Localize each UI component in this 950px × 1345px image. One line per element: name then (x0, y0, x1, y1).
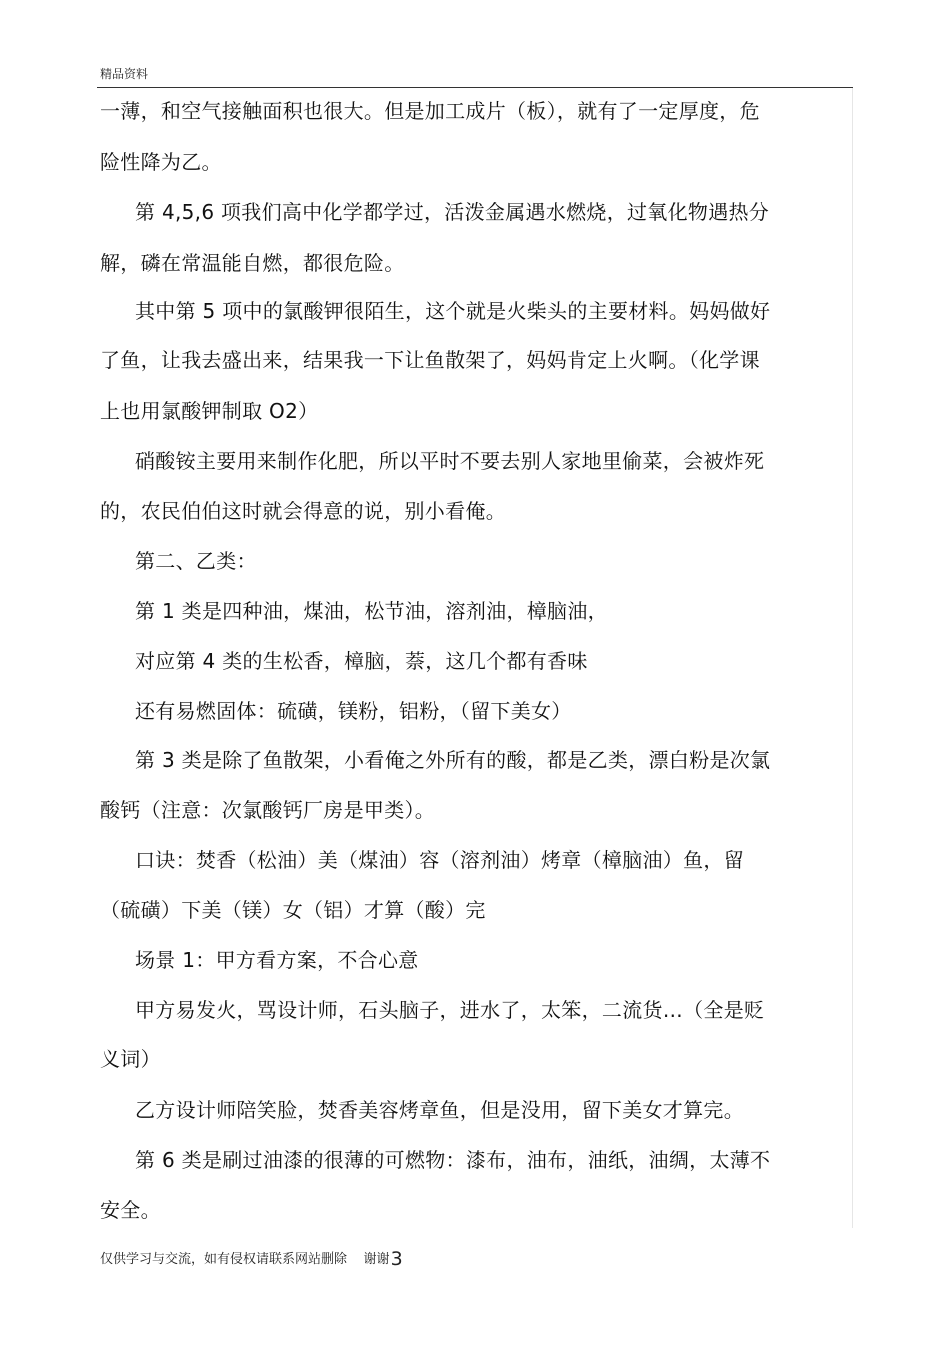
text-line: 第 3 类是除了鱼散架，小看俺之外所有的酸，都是乙类，漂白粉是次氯 (135, 748, 771, 772)
text-line: 解，磷在常温能自燃，都很危险。 (100, 251, 405, 275)
footer (100, 1250, 403, 1269)
text-line: 第 6 类是刷过油漆的很薄的可燃物：漆布，油布，油纸，油绸，太薄不 (135, 1148, 771, 1172)
text-line: 义词） (100, 1047, 161, 1071)
text-line: 安全。 (100, 1198, 161, 1222)
text-line: 硝酸铵主要用来制作化肥，所以平时不要去别人家地里偷菜，会被炸死 (135, 449, 765, 473)
header-label: 精品资料 (100, 67, 149, 81)
text-line: 第二、乙类： (135, 549, 257, 573)
text-line: 对应第 4 类的生松香，樟脑，萘，这几个都有香味 (135, 649, 588, 673)
text-line: 口诀：焚香（松油）美（煤油）容（溶剂油）烤章（樟脑油）鱼，留 (135, 848, 744, 872)
text-line: 了鱼，让我去盛出来，结果我一下让鱼散架了，妈妈肯定上火啊。（化学课 (100, 348, 760, 372)
text-line: 上也用氯酸钾制取 O2） (100, 399, 319, 423)
text-line: 第 4,5,6 项我们高中化学都学过，活泼金属遇水燃烧，过氧化物遇热分 (135, 200, 770, 224)
text-line: 险性降为乙。 (100, 150, 222, 174)
text-line: 其中第 5 项中的氯酸钾很陌生，这个就是火柴头的主要材料。妈妈做好 (135, 299, 771, 323)
text-line: 还有易燃固体：硫磺，镁粉，铝粉，（留下美女） (135, 699, 572, 723)
text-line: 一薄，和空气接触面积也很大。但是加工成片（板），就有了一定厚度，危 (100, 99, 760, 123)
page-number: 3 (390, 1248, 403, 1270)
text-line: 第 1 类是四种油，煤油，松节油，溶剂油，樟脑油， (135, 599, 608, 623)
footer-thanks: 谢谢 (363, 1252, 390, 1267)
text-line: 场景 1：甲方看方案，不合心意 (135, 948, 419, 972)
text-line: 甲方易发火，骂设计师，石头脑子，进水了，太笨，二流货…（全是贬 (135, 998, 765, 1022)
footer-note: 仅供学习与交流，如有侵权请联系网站删除 (100, 1252, 348, 1267)
text-line: 的，农民伯伯这时就会得意的说，别小看俺。 (100, 499, 506, 523)
text-line: （硫磺）下美（镁）女（铝）才算（酸）完 (100, 898, 486, 922)
text-line: 酸钙（注意：次氯酸钙厂房是甲类）。 (100, 798, 436, 822)
text-line: 乙方设计师陪笑脸，焚香美容烤章鱼，但是没用，留下美女才算完。 (135, 1098, 744, 1122)
